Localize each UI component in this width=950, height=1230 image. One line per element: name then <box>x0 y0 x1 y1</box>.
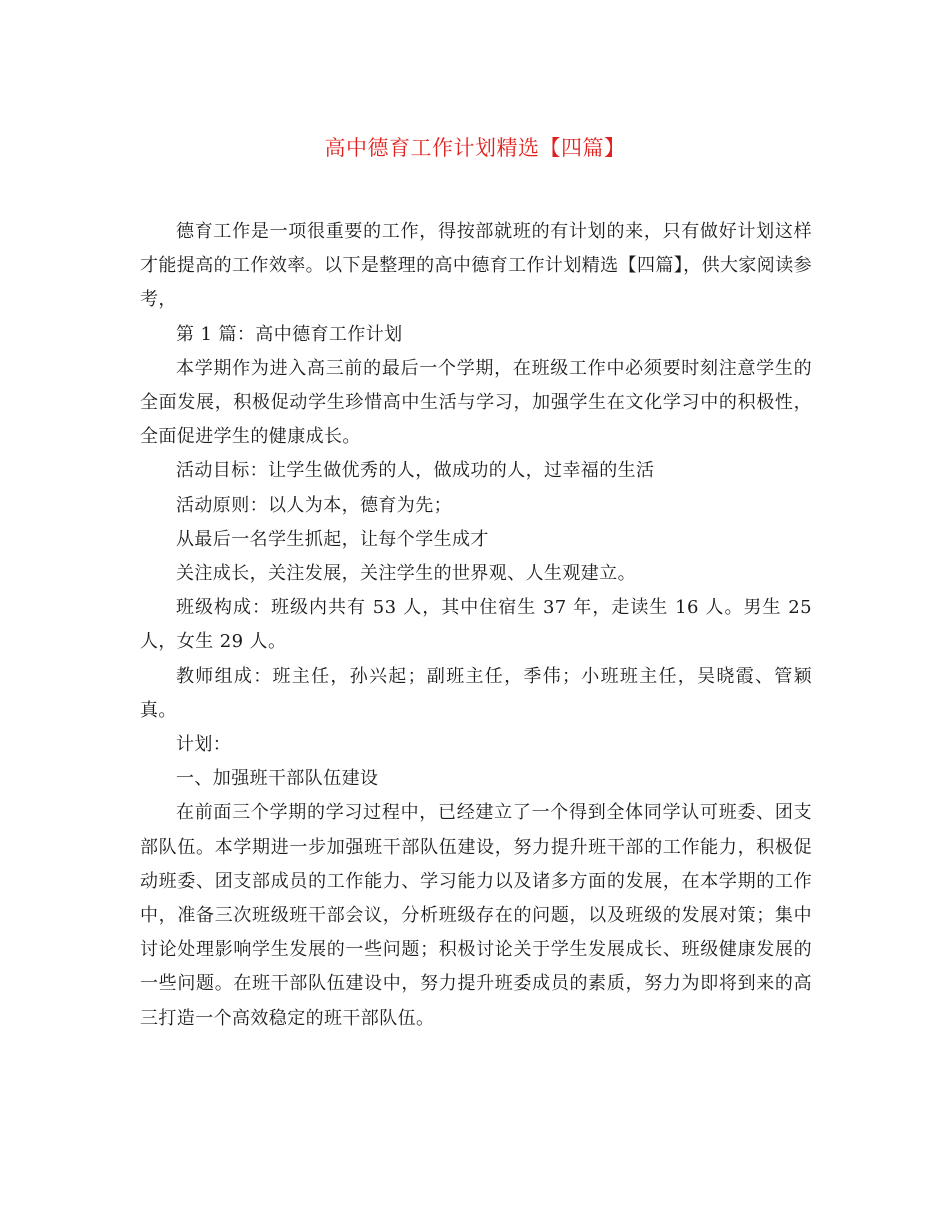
section-heading-part1: 第 1 篇：高中德育工作计划 <box>176 323 403 345</box>
principle-detail-line-2: 关注成长，关注发展，关注学生的世界观、人生观建立。 <box>176 563 636 585</box>
activity-goal-line: 活动目标：让学生做优秀的人，做成功的人，过幸福的生活 <box>176 460 655 482</box>
plan-label: 计划： <box>176 734 232 756</box>
document-body <box>140 215 812 1036</box>
class-composition-paragraph: 班级构成：班级内共有 53 人，其中住宿生 37 年，走读生 16 人。男生 25 人，女生 29 人。 <box>140 597 812 653</box>
intro-paragraph: 德育工作是一项很重要的工作，得按部就班的有计划的来，只有做好计划这样才能提高的工作效率。以下是整理的高中德育工作计划精选【四篇】，供大家阅读参考， <box>140 221 812 311</box>
document-title: 高中德育工作计划精选【四篇】 <box>324 136 626 160</box>
activity-principle-line: 活动原则：以人为本，德育为先； <box>176 494 452 516</box>
plan-item-heading-1: 一、加强班干部队伍建设 <box>176 768 379 790</box>
principle-detail-line-1: 从最后一名学生抓起，让每个学生成才 <box>176 528 489 550</box>
plan-item-body-1: 在前面三个学期的学习过程中，已经建立了一个得到全体同学认可班委、团支部队伍。本学期进一步加强班干部队伍建设，努力提升班干部的工作能力，积极促动班委、团支部成员的工作能力、学习能力以及诸多方面的发展，在本学期的工作中，准备三次班级班干部会议，分析班级存在的问题，以及班级的发展对策；集中讨论处理影响学生发展的一些问题；积极讨论关于学生发展成长、班级健康发展的一些问题。在班干部队伍建设中，努力提升班委成员的素质，努力为即将到来的高三打造一个高效稳定的班干部队伍。 <box>140 802 812 1029</box>
semester-overview-paragraph: 本学期作为进入高三前的最后一个学期，在班级工作中必须要时刻注意学生的全面发展，积极促动学生珍惜高中生活与学习，加强学生在文化学习中的积极性，全面促进学生的健康成长。 <box>140 357 812 448</box>
teacher-composition-paragraph: 教师组成：班主任，孙兴起；副班主任，季伟；小班班主任，吴晓霞、管颖真。 <box>140 665 812 721</box>
